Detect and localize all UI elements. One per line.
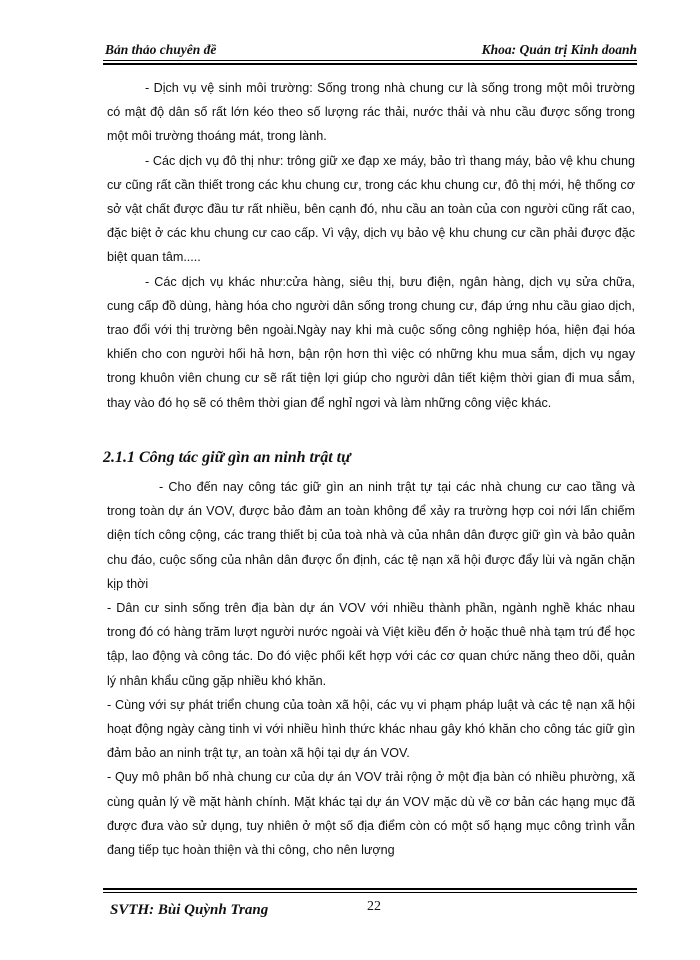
page-header xyxy=(103,40,637,62)
paragraph-residents: - Dân cư sinh sống trên địa bàn dự án VOV với nhiều thành phần, ngành nghề khác nhau trong đó có hàng trăm lượt người nước ngoài và Việt kiều đến ở hoặc thuê nhà tạm trú để học tập, lao động và công tác. Do đó việc phối kết hợp với các cơ quan chức năng theo dõi, quản lý nhân khẩu cũng gặp nhiều khó khăn. xyxy=(107,601,635,688)
paragraph-security-status: - Cho đến nay công tác giữ gìn an ninh trật tự tại các nhà chung cư cao tầng và trong toàn dự án VOV, được bảo đảm an toàn không để xảy ra trường hợp coi nới lấn chiếm diện tích công cộng, các trang thiết bị của toà nhà và của nhân dân được giữ gìn và bảo quản chu đáo, cuộc sống của nhân dân được ổn định, các tệ nạn xã hội được đẩy lùi và ngăn chặn kịp thời xyxy=(107,480,635,591)
body-text-top xyxy=(107,76,635,415)
header-document-title: Bản thảo chuyên đề xyxy=(105,42,217,57)
header-faculty: Khoa: Quản trị Kinh doanh xyxy=(481,42,637,57)
section-heading: 2.1.1 Công tác giữ gìn an ninh trật tự xyxy=(103,449,351,466)
paragraph-other-services: - Các dịch vụ khác như:cửa hàng, siêu thị, bưu điện, ngân hàng, dịch vụ sửa chữa, cung cấp đồ dùng, hàng hóa cho người dân sống trong chung cư, đáp ứng nhu cầu giao dịch, trao đổi với thị trường bên ngoài.Ngày nay khi mà cuộc sống công nghiệp hóa, hiện đại hóa khiến cho con người hối hả hơn, bận rộn hơn thì việc có những khu mua sắm, dịch vụ ngay trong khuôn viên chung cư sẽ rất tiện lợi giúp cho người dân tiết kiệm thời gian đi mua sắm, thay vào đó họ sẽ có thêm thời gian để nghỉ ngơi và làm những công việc khác. xyxy=(107,274,635,410)
footer-rule-thin xyxy=(103,892,637,893)
paragraph-distribution: - Quy mô phân bố nhà chung cư của dự án VOV trải rộng ở một địa bàn có nhiều phường, xã cùng quản lý về mặt hành chính. Mặt khác tại dự án VOV mặc dù về cơ bản các hạng mục đã được đưa vào sử dụng, tuy nhiên ở một số địa điểm còn có một số hạng mục công trình vẫn đang tiếp tục hoàn thiện và thi công, cho nên lượng xyxy=(107,770,635,858)
paragraph-social-issues: - Cùng với sự phát triển chung của toàn xã hội, các vụ vi phạm pháp luật và các tệ nạn xã hội hoạt động ngày càng tinh vi với nhiều hình thức khác nhau gây khó khăn cho công tác giữ gìn đảm bảo an ninh trật tự, an toàn xã hội tại dự án VOV. xyxy=(107,697,635,761)
paragraph-sanitation: - Dịch vụ vệ sinh môi trường: Sống trong nhà chung cư là sống trong một môi trường có mật độ dân số rất lớn kéo theo số lượng rác thải, nước thải và nhu cầu được sống trong một môi trường thoáng mát, trong lành. xyxy=(107,81,635,144)
footer-rule-thick xyxy=(103,888,637,890)
paragraph-urban-services: - Các dịch vụ đô thị như: trông giữ xe đạp xe máy, bảo trì thang máy, bảo vệ khu chung cư cũng rất cần thiết trong các khu chung cư, trong các khu chung cư, đô thị mới, hệ thống cơ sở vật chất được đầu tư rất nhiều, bên cạnh đó, nhu cầu an toàn của con người cũng rất cao, đặc biệt ở các khu chung cư cao cấp. Vì vậy, dịch vụ bảo vệ khu chung cư cần phải được đặc biệt quan tâm..... xyxy=(107,153,635,265)
header-rule-thick xyxy=(103,63,637,65)
footer-author: SVTH: Bùi Quỳnh Trang xyxy=(110,902,269,918)
body-text-bottom xyxy=(107,475,635,862)
header-rule-thin xyxy=(103,60,637,61)
page-number: 22 xyxy=(367,899,381,914)
